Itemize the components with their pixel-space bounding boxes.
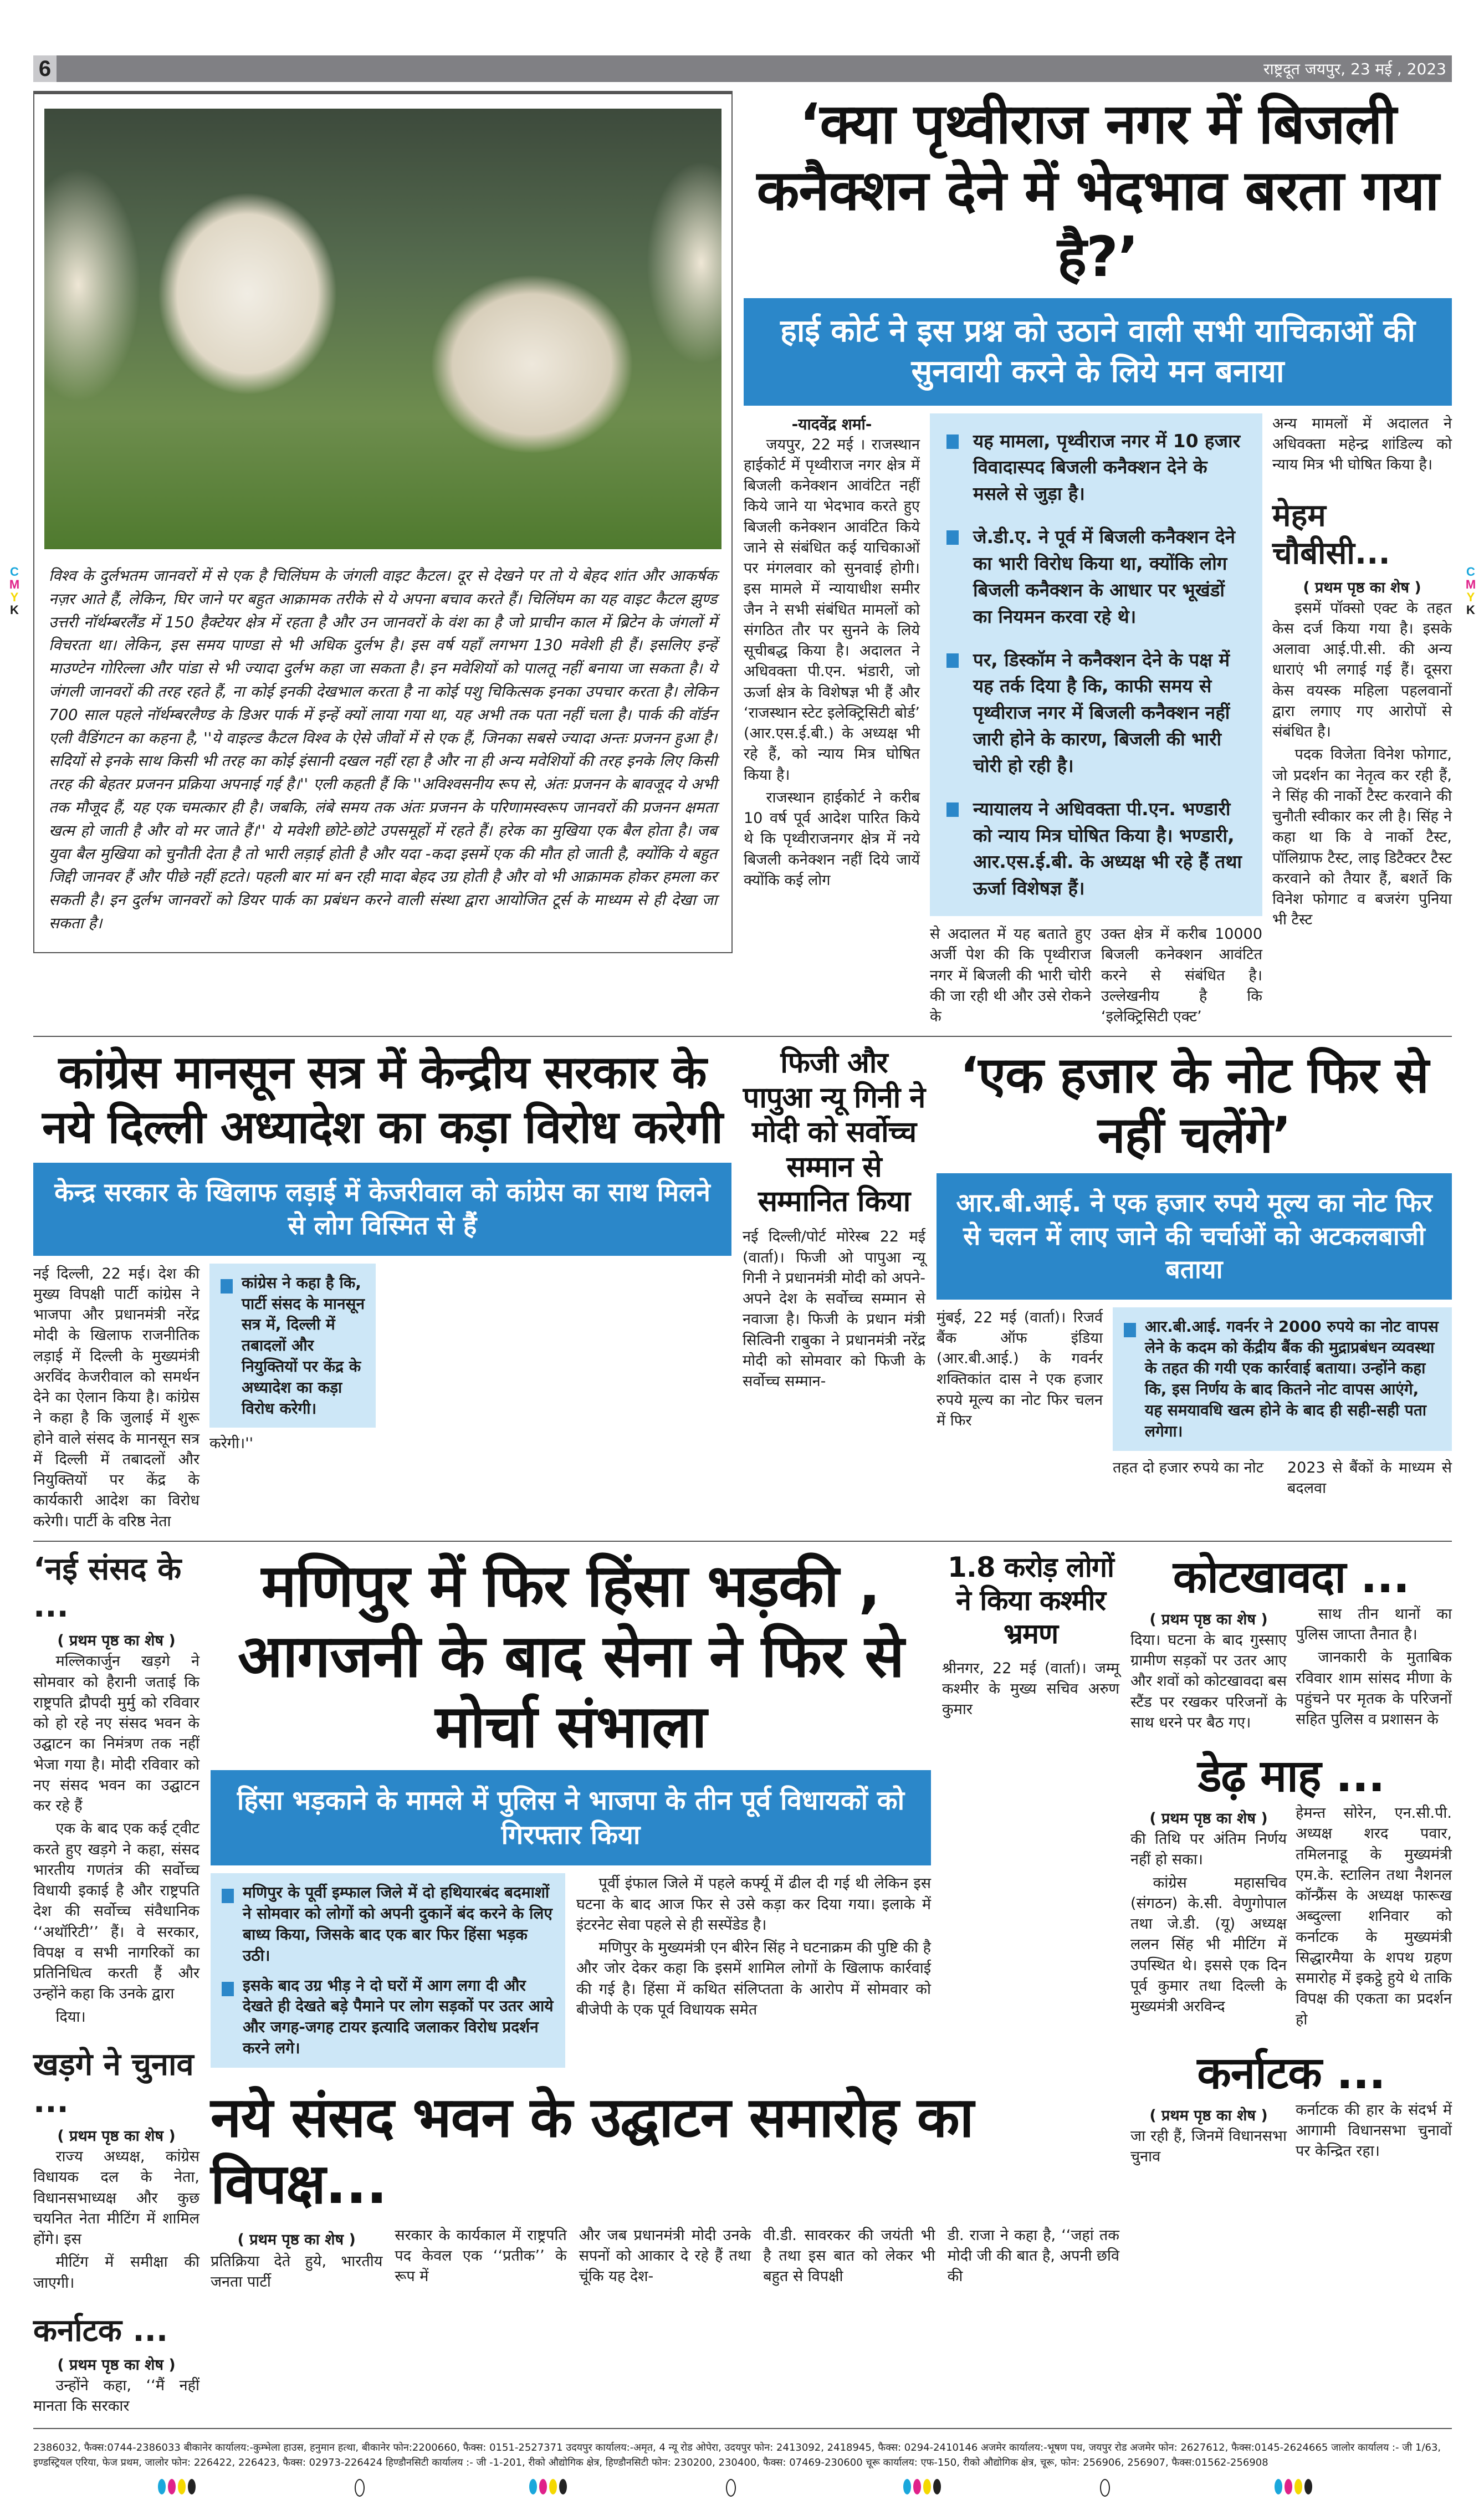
body-paragraph: मल्लिकार्जुन खड़गे ने सोमवार को हैरानी जताई कि राष्ट्रपति द्रौपदी मुर्मु को रविवार को हो रहे नए संसद भवन के उद्घाटन का निमंत्रण तक नहीं भेजा गया है। मोदी रविवार को नए संसद भवन का उद्घाटन कर रहे हैं [33, 1653, 199, 1815]
body-paragraph: नई दिल्ली/पोर्ट मोरेस्ब 22 मई (वार्ता)। फिजी ओ पापुआ न्यू गिनी ने प्रधानमंत्री मोदी को अपने-अपने देश के सर्वोच्च सम्मान से नवाजा है। फिजी के प्रधान मंत्री सित्विनी राबुका ने प्रधानमंत्री नरेंद्र मोदी को सोमवार को फिजी के सर्वोच्च सम्मान- [743, 1228, 925, 1390]
page-header-bar [33, 55, 1452, 82]
footer-divider [33, 2428, 1452, 2429]
headline-fiji: फिजी और पापुआ न्यू गिनी ने मोदी को सर्वोच्च सम्मान से सम्मानित किया [743, 1046, 925, 1218]
headline-dedh-maah: डेढ़ माह ... [1198, 1750, 1385, 1802]
row-middle [33, 1046, 1452, 1532]
highlight-item: जे.डी.ए. ने पूर्व में बिजली कनैक्शन देने का भारी विरोध किया था, क्योंकि लोग बिजली कनैक्शन के आधार पर भूखंडों का नियमन करवा रहे थे। [946, 524, 1246, 630]
registration-dot [529, 2479, 537, 2494]
middle-column [211, 1551, 1119, 2292]
registration-dot [188, 2479, 196, 2494]
body-paragraph: जयपुर, 22 मई । राजस्थान हाईकोर्ट में पृथ्वीराज नगर क्षेत्र में बिजली कनेक्शन आवंटित नहीं किये जाने या भेदभाव करते हुए बिजली कनेक्शन आवंटित किये जाने से संबंधित कई याचिकाओं पर मंगलवार को सुनवाई होगी। इस मामले में न्यायाधीश समीर जैन ने सभी संबंधित मामलों को संगठित तौर पर सुनने के लिये सूचीबद्ध किया है। अदालत ने अधिवक्ता पी.एन. भंडारी, जो ऊर्जा क्षेत्र के विशेषज्ञ भी हैं और ‘राजस्थान स्टेट इलेक्ट्रिसिटी बोर्ड’ (आर.एस.ई.बी.) के अध्यक्ष भी रहे हैं, को न्याय मित्र घोषित किया है। [744, 436, 920, 784]
manipur-kashmir-row [211, 1551, 1119, 2068]
left-shorts-column [33, 1551, 199, 2419]
continued-label: ( प्रथम पृष्ठ का शेष ) [57, 2128, 176, 2145]
row-top [33, 91, 1452, 1027]
story-dedh-maah-columns [1130, 1803, 1452, 2030]
highlights-box-prithviraj [930, 413, 1262, 917]
registration-dot [559, 2479, 567, 2494]
story-karnataka-right-columns [1130, 2100, 1452, 2167]
body-paragraph: और जब प्रधानमंत्री मोदी उनके सपनों को आकार दे रहे हैं तथा चूंकि यह देश- [579, 2226, 751, 2286]
story-1000-note-columns [937, 1307, 1452, 1499]
lead-in-text: अन्य मामलों में अदालत ने अधिवक्ता महेन्द्र शांडिल्य को न्याय मित्र भी घोषित किया है। [1272, 415, 1452, 474]
story-congress-col2 [209, 1264, 376, 1454]
bullet-square-icon [222, 1982, 234, 1996]
bullet-square-icon [222, 1889, 234, 1903]
body-paragraph: कांग्रेस महासचिव (संगठन) के.सी. वेणुगोपाल तथा जे.डी. (यू) अध्यक्ष ललन सिंह भी मीटिंग में उपस्थित थे। इससे एक दिन पूर्व कुमार तथा दिल्ली के मुख्यमंत्री अरविन्द [1130, 1874, 1287, 2016]
section-divider [33, 1036, 1452, 1037]
body-paragraph: डी. राजा ने कहा है, ‘‘जहां तक मोदी जी की बात है, अपनी छवि की [947, 2226, 1119, 2286]
headline-prithviraj: ‘क्या पृथ्वीराज नगर में बिजली कनैक्शन देने में भेदभाव बरता गया है?’ [756, 91, 1439, 289]
body-paragraph: जा रही हैं, जिनमें विधानसभा चुनाव [1130, 2127, 1287, 2166]
story-dedh-maah-col1 [1130, 1803, 1287, 2019]
right-column [1130, 1551, 1452, 2167]
continued-label: ( प्रथम पृष्ठ का शेष ) [1149, 1810, 1268, 1828]
registration-dot [903, 2479, 911, 2494]
newspaper-page [33, 0, 1452, 2500]
registration-dot [178, 2479, 186, 2494]
story-kotkhawda-columns [1130, 1604, 1452, 1733]
story-kotkhawda-col1 [1130, 1604, 1287, 1733]
story-parliament-body [211, 2225, 1119, 2293]
registration-dot [158, 2479, 166, 2494]
headline-nayi-sansad: ‘नई संसद के ... [33, 1551, 182, 1625]
story-1000-note-right [1113, 1307, 1452, 1499]
cmyk-registration-mark-right: C M Y K [1465, 565, 1476, 617]
continued-label: ( प्रथम पृष्ठ का शेष ) [57, 1632, 176, 1650]
continued-label: ( प्रथम पृष्ठ का शेष ) [57, 2356, 176, 2374]
headline-kotkhawda: कोटखावदा ... [1173, 1551, 1410, 1603]
headline-congress: कांग्रेस मानसून सत्र में केन्द्रीय सरकार के नये दिल्ली अध्यादेश का कड़ा विरोध करेगी [42, 1046, 723, 1154]
headline-1000-note: ‘एक हजार के नोट फिर से नहीं चलेंगे’ [960, 1046, 1429, 1165]
color-registration-dots [33, 2476, 1452, 2500]
story-karnataka-left [33, 2312, 199, 2419]
story-kotkhawda-col2 [1296, 1604, 1452, 1732]
story-congress-columns [33, 1264, 731, 1532]
body-paragraph: से अदालत में यह बताते हुए अर्जी पेश की कि पृथ्वीराज नगर में बिजली की भारी चोरी की जा रही थी और उसे रोकने के [930, 926, 1091, 1026]
body-paragraph: उक्त क्षेत्र में करीब 10000 बिजली कनेक्शन आवंटित करने से संबंधित है। उल्लेखनीय है कि ‘इलेक्ट्रिसिटी एक्ट’ [1101, 926, 1262, 1026]
story-manipur [211, 1551, 931, 2068]
story-1000-note [937, 1046, 1452, 1499]
cmyk-registration-mark-left: C M Y K [9, 565, 20, 617]
body-paragraph: श्रीनगर, 22 मई (वार्ता)। जम्मू कश्मीर के मुख्य सचिव अरुण कुमार [942, 1659, 1119, 1719]
highlight-box-congress [209, 1264, 376, 1428]
body-paragraph: तहत दो हजार रुपये का नोट [1113, 1459, 1264, 1476]
body-paragraph: मुंबई, 22 मई (वार्ता)। रिजर्व बैंक ऑफ इंडिया (आर.बी.आई.) के गवर्नर शक्तिकांत दास ने एक हजार रुपये मूल्य का नोट फिर चलन में फिर [937, 1308, 1103, 1429]
story-parliament [211, 2084, 1119, 2293]
story-karnataka-right-col1 [1130, 2100, 1287, 2167]
bullet-square-icon [946, 802, 959, 817]
bullet-square-icon [221, 1279, 233, 1294]
body-paragraph: सरकार के कार्यकाल में राष्ट्रपति पद केवल एक ‘‘प्रतीक’’ के रूप में [395, 2226, 567, 2286]
continued-label: ( प्रथम पृष्ठ का शेष ) [1149, 2107, 1268, 2124]
registration-dot [923, 2479, 931, 2494]
imprint-footer [33, 2440, 1452, 2470]
registration-dot [913, 2479, 921, 2494]
headline-manipur: मणिपुर में फिर हिंसा भड़की , आगजनी के बाद सेना ने फिर से मोर्चा संभाला [238, 1551, 904, 1761]
story-kashmir [942, 1551, 1119, 1720]
body-paragraph: प्रतिक्रिया देते हुये, भारतीय जनता पार्टी [211, 2252, 383, 2291]
highlight-item: न्यायालय ने अधिवक्ता पी.एन. भण्डारी को न्याय मित्र घोषित किया है। भण्डारी, आर.एस.ई.बी. के अध्यक्ष भी रहे हैं तथा ऊर्जा विशेषज्ञ हैं। [946, 796, 1246, 902]
body-paragraph: इसमें पॉक्सो एक्ट के तहत केस दर्ज किया गया है। इसके अलावा आई.पी.सी. की अन्य धाराएं भी लगाई गई हैं। दूसरा केस वयस्क महिला पहलवानों द्वारा लगाए गए आरोपों से संबंधित है। [1272, 599, 1452, 741]
continued-label: ( प्रथम पृष्ठ का शेष ) [237, 2231, 356, 2248]
story-kotkhawda [1130, 1551, 1452, 1733]
registration-dot [539, 2479, 547, 2494]
body-paragraph: पूर्वी इंफाल जिले में पहले कर्फ्यू में ढील दी गई थी लेकिन इस घटना के बाद आज फिर से उसे कड़ा कर दिया गया। इलाके में इंटरनेट सेवा पहले से ही सस्पेंडेड है। [576, 1875, 931, 1934]
story-karnataka-right [1130, 2047, 1452, 2167]
registration-dot [1304, 2479, 1312, 2494]
registration-dot [1285, 2479, 1292, 2494]
bullet-square-icon [946, 653, 959, 668]
body-paragraph: दिया। [55, 2008, 86, 2026]
body-paragraph: वी.डी. सावरकर की जयंती भी है तथा इस बात को लेकर भी बहुत से विपक्षी [763, 2226, 935, 2286]
body-paragraph: साथ तीन थानों का पुलिस जाप्ता तैनात है। [1296, 1605, 1452, 1644]
story-meham [1272, 413, 1452, 933]
masthead-date: राष्ट्रदूत जयपुर, 23 मई , 2023 [1263, 60, 1446, 78]
crosshair-target-icon [1100, 2479, 1110, 2497]
body-paragraph: राज्य अध्यक्ष, कांग्रेस विधायक दल के नेता, विधानसभाध्यक्ष और कुछ चयनित नेता मीटिंग में शामिल होंगे। इस [33, 2148, 199, 2248]
registration-dot [549, 2479, 557, 2494]
crosshair-target-icon [726, 2479, 736, 2497]
cattle-photo [44, 109, 721, 549]
registration-dot [933, 2479, 941, 2494]
body-paragraph: दिया। घटना के बाद गुस्साए ग्रामीण सड़कों पर उतर आए और शवों को कोटखावदा बस स्टैंड पर रखकर परिजनों के साथ धरने पर बैठ गए। [1130, 1631, 1287, 1731]
highlight-item: पर, डिस्कॉम ने कनैक्शन देने के पक्ष में यह तर्क दिया है कि, काफी समय से पृथ्वीराज नगर में बिजली कनैक्शन नहीं जारी होने के कारण, बिजली की भारी चोरी हो रही है। [946, 647, 1246, 779]
section-divider [33, 1541, 1452, 1542]
story-congress [33, 1046, 731, 1532]
highlight-item: यह मामला, पृथ्वीराज नगर में 10 हजार विवादास्पद बिजली कनैक्शन देने के मसले से जुड़ा है। [946, 428, 1246, 508]
registration-dot [1275, 2479, 1282, 2494]
story-prithviraj [744, 91, 1452, 1027]
story-dedh-maah [1130, 1750, 1452, 2030]
body-paragraph: जानकारी के मुताबिक रविवार शाम सांसद मीणा के पहुंचने पर मृतक के परिजनों सहित पुलिस व प्रशासन के [1296, 1649, 1452, 1729]
highlights-box-manipur [211, 1873, 565, 2067]
body-paragraph: 2023 से बैंकों के माध्यम से बदलवा [1287, 1459, 1452, 1497]
story-fiji [743, 1046, 925, 1392]
highlight-item: आर.बी.आई. गवर्नर ने 2000 रुपये का नोट वापस लेने के कदम को केंद्रीय बैंक की मुद्राप्रबंधन व्यवस्था के तहत की गयी एक कार्रवाई बताया। उन्होंने कहा कि, इस निर्णय के बाद कितने नोट वापस आएंगे, यह समयावधि खत्म होने के बाद ही सही-सही पता लगेगा। [1124, 1316, 1441, 1442]
body-paragraph: नई दिल्ली, 22 मई। देश की मुख्य विपक्षी पार्टी कांग्रेस ने भाजपा और प्रधानमंत्री नरेंद्र मोदी के खिलाफ राजनीतिक लड़ाई में दिल्ली के मुख्यमंत्री अरविंद केजरीवाल को समर्थन देने का ऐलान किया है। कांग्रेस ने कहा है कि जुलाई में शुरू होने वाले संसद के मानसून सत्र में दिल्ली में तबादलों और नियुक्तियों पर केंद्र के कार्यकारी आदेश का विरोध करेगी। पार्टी के वरिष्ठ नेता [33, 1265, 199, 1530]
story-manipur-body [576, 1873, 931, 2022]
body-paragraph: पदक विजेता विनेश फोगाट, जो प्रदर्शन का नेतृत्व कर रही हैं, ने सिंह की नार्को टैस्ट करवाने की चुनौती स्वीकार कर ली है। सिंह ने कहा था कि वे नार्को टैस्ट, पॉलिग्राफ टैस्ट, लाइ डिटैक्टर टैस्ट करवाने को तैयार हैं, बशर्ते कि विनेश फोगाट व बजरंग पुनिया भी टैस्ट [1272, 746, 1452, 929]
story-kharge [33, 2046, 199, 2295]
story-new-parliament-short [33, 1551, 199, 2029]
headline-meham: मेहम चौबीसी... [1272, 498, 1390, 571]
bullet-square-icon [946, 530, 959, 545]
story-prithviraj-columns [744, 413, 1452, 1027]
story-manipur-columns [211, 1873, 931, 2067]
crosshair-target-icon [355, 2479, 365, 2497]
highlight-item: कांग्रेस ने कहा है कि, पार्टी संसद के मानसून सत्र में, दिल्ली में तबादलों और नियुक्तियों पर केंद्र के अध्यादेश का कड़ा विरोध करेगी। [221, 1272, 365, 1419]
highlight-item: इसके बाद उग्र भीड़ ने दो घरों में आग लगा दी और देखते ही देखते बड़े पैमाने पर लोग सड़कों पर उतर आये और जगह-जगह टायर इत्यादि जलाकर विरोध प्रदर्शन करने लगे। [222, 1975, 554, 2059]
byline: -यादवेंद्र शर्मा- [791, 415, 872, 433]
headline-kashmir: 1.8 करोड़ लोगों ने किया कश्मीर भ्रमण [948, 1551, 1114, 1650]
deck-congress: केन्द्र सरकार के खिलाफ लड़ाई में केजरीवाल को कांग्रेस का साथ मिलने से लोग विस्मित से हैं [33, 1163, 731, 1256]
row-bottom [33, 1551, 1452, 2419]
body-paragraph: राजस्थान हाईकोर्ट ने करीब 10 वर्ष पूर्व आदेश पारित किये थे कि पृथ्वीराजनगर क्षेत्र में नये बिजली कनेक्शन नहीं दिये जायें क्योंकि कई लोग [744, 789, 920, 889]
imprint-line: 2386032, फैक्स:0744-2386033 बीकानेर कार्यालय:-कुम्भेला हाउस, हनुमान हत्था, बीकानेर फोन:2200660, फैक्स: 0151-2527371 उदयपुर कार्यालय:-अमृत, 4 न्यू रोड ओपेरा, उदयपुर फोन: 2413092, 2418945, फैक्स: 0294-2410146 अजमेर कार्यालय:-भूषण पथ, जयपुर रोड अजमेर फोन: 2627612, फैक्स:0145-2624665 जालोर कार्यालय :- जी 1/63, [33, 2441, 1441, 2453]
deck-manipur: हिंसा भड़काने के मामले में पुलिस ने भाजपा के तीन पूर्व विधायकों को गिरफ्तार किया [211, 1770, 931, 1866]
imprint-line: इण्डस्ट्रियल एरिया, फेज प्रथम, जालोर फोन: 226422, 226423, फैक्स: 02973-226424 हिण्डौनसिटी कार्यालय :- जी -1-201, रीको औद्योगिक क्षेत्र, हिण्डौनसिटी फोन: 230200, 230400, फैक्स: 07469-230600 चूरू कार्यालय: एफ-150, रीको औद्योगिक क्षेत्र, चूरू, फोन: 256906, 256907, फैक्स:01562-256908 [33, 2456, 1268, 2468]
registration-dot [168, 2479, 176, 2494]
highlight-item: मणिपुर के पूर्वी इम्फाल जिले में दो हथियारबंद बदमाशों ने सोमवार को लोगों को अपनी दुकानें बंद करने के लिए बाध्य किया, जिसके बाद एक बार फिर हिंसा भड़क उठी। [222, 1882, 554, 1966]
body-paragraph: कर्नाटक की हार के संदर्भ में आगामी विधानसभा चुनावों पर केन्द्रित रहा। [1296, 2101, 1452, 2160]
deck-1000-note: आर.बी.आई. ने एक हजार रुपये मूल्य का नोट फिर से चलन में लाए जाने की चर्चाओं को अटकलबाजी बताया [937, 1173, 1452, 1299]
page-number: 6 [33, 55, 57, 82]
photo-feature-box [33, 91, 733, 953]
story-prithviraj-lower [930, 924, 1262, 1027]
headline-karnataka: कर्नाटक ... [33, 2312, 168, 2349]
story-prithviraj-mid [930, 413, 1262, 1027]
headline-kharge: खड़गे ने चुनाव ... [33, 2046, 194, 2120]
headline-parliament: नये संसद भवन के उद्घाटन समारोह का विपक्ष... [211, 2084, 974, 2216]
deck-prithviraj: हाई कोर्ट ने इस प्रश्न को उठाने वाली सभी याचिकाओं की सुनवायी करने के लिये मन बनाया [744, 298, 1452, 406]
body-paragraph: की तिथि पर अंतिम निर्णय नहीं हो सका। [1130, 1831, 1287, 1869]
body-paragraph: हेमन्त सोरेन, एन.सी.पी. अध्यक्ष शरद पवार, तमिलनाडू के मुख्यमंत्री एम.के. स्टालिन तथा नैशनल कॉन्फ्रैंस के अध्यक्ष फारूख अब्दुल्ला शनिवार को कर्नाटक के मुख्यमंत्री सिद्धारमैया के शपथ ग्रहण समारोह में इकट्ठे हुये थे ताकि विपक्ष की एकता का प्रदर्शन हो [1296, 1804, 1452, 2028]
registration-dot [1294, 2479, 1302, 2494]
bullet-square-icon [946, 434, 959, 449]
body-paragraph: मणिपुर के मुख्यमंत्री एन बीरेन सिंह ने घटनाक्रम की पुष्टि की है और जोर देकर कहा कि इसमें शामिल लोगों के खिलाफ कार्रवाई की गई है। हिंसा में कथित संलिप्तता के आरोप में सोमवार को बीजेपी के एक पूर्व विधायक समेत [576, 1939, 931, 2018]
continued-label: ( प्रथम पृष्ठ का शेष ) [1303, 579, 1421, 596]
body-paragraph: एक के बाद एक कई ट्वीट करते हुए खड़गे ने कहा, संसद भारतीय गणतंत्र की सर्वोच्च विधायी इकाई है और राष्ट्रपति देश की सर्वोच्च संवैधानिक ‘‘अथॉरिटी’’ हैं। वे सरकार, विपक्ष व सभी नागरिकों का प्रतिनिधित्व करती हैं और उन्होंने कहा कि उनके द्वारा [33, 1820, 199, 2003]
bullet-square-icon [1124, 1323, 1136, 1337]
headline-karnataka-right: कर्नाटक ... [1197, 2047, 1385, 2099]
photo-caption: विश्व के दुर्लभतम जानवरों में से एक है चिलिंघम के जंगली वाइट कैटल। दूर से देखने पर तो ये बेहद शांत और आकर्षक नज़र आते हैं, लेकिन, घिर जाने पर बहुत आक्रामक तरीके से ये अपना बचाव करते हैं। चिलिंघम का यह वाइट कैटल झुण्ड उत्तरी नॉर्थम्बरलैंड में 150 हैक्टेयर क्षेत्र में रहता है और उन जानवरों के वंश का है जो प्राचीन काल में ब्रिटेन के जंगलों में विचरता था। लेकिन, इस समय पाण्डा से भी अधिक दुर्लभ है। इस वर्ष यहाँ लगभग 130 मवेशी ही हैं। इसलिए इन्हें माउण्टेन गोरिल्ला और पांडा से भी ज्यादा दुर्लभ कहा जा सकता है। इन मवेशियों को पालतू नहीं बनाया जा सकता है। ये जंगली जानवरों की तरह रहते हैं, ना कोई इनकी देखभाल करता है ना कोई पशु चिकित्सक इनका उपचार करता है। लेकिन 700 साल पहले नॉर्थम्बरलैण्ड के डिअर पार्क में इन्हें क्यों लाया गया था, यह अभी तक पता नहीं चला है। पार्क की वॉर्डन एली वैडिंगटन का कहना है, ''ये वाइल्ड कैटल विश्व के ऐसे जीवों में से एक हैं, जिनका सबसे ज्यादा अन्तः प्रजनन हुआ है। सदियों से इनके साथ किसी भी तरह का कोई इंसानी दखल नहीं रहा है और ना ही अन्य मवेशियों की तरह इनके लिए किसी तरह की बेहतर प्रजनन प्रक्रिया अपनाई गई है।'' एली कहती हैं कि ''अविश्वसनीय रूप से, अंतः प्रजनन के बावजूद ये अभी तक मौजूद हैं, यह एक चमत्कार ही है। जबकि, लंबे समय तक अंतः प्रजनन के परिणामस्वरूप जानवरों की प्रजनन क्षमता खत्म हो जाती है और वो मर जाते हैं।'' ये मवेशी छोटे-छोटे उपसमूहों में रहते हैं। हरेक का मुखिया एक बैल होता है। जब युवा बैल मुखिया को चुनौती देता है तो भारी लड़ाई होती है और यदा -कदा इसमें एक की मौत हो जाती है, क्योंकि ये बहुत जिद्दी जानवर हैं और पीछे नहीं हटते। पहली बार मां बन रही मादा बेहद उग्र होती है और वो भी आक्रामक होकर हमला कर सकती है। इन दुर्लभ जानवरों को डियर पार्क का प्रबंधन करने वाली संस्था द्वारा आयोजित टूर्स के माध्यम से ही देखा जा सकता है। [49, 567, 717, 932]
body-paragraph: मीटिंग में समीक्षा की जाएगी। [33, 2253, 199, 2292]
story-prithviraj-col1 [744, 413, 920, 893]
story-1000-note-lower [1113, 1458, 1452, 1499]
body-paragraph: उन्होंने कहा, ‘‘मैं नहीं मानता कि सरकार [33, 2377, 199, 2415]
continued-label: ( प्रथम पृष्ठ का शेष ) [1149, 1611, 1268, 1628]
body-paragraph: करेगी।'' [209, 1435, 254, 1453]
highlight-box-1000-note [1113, 1307, 1452, 1451]
